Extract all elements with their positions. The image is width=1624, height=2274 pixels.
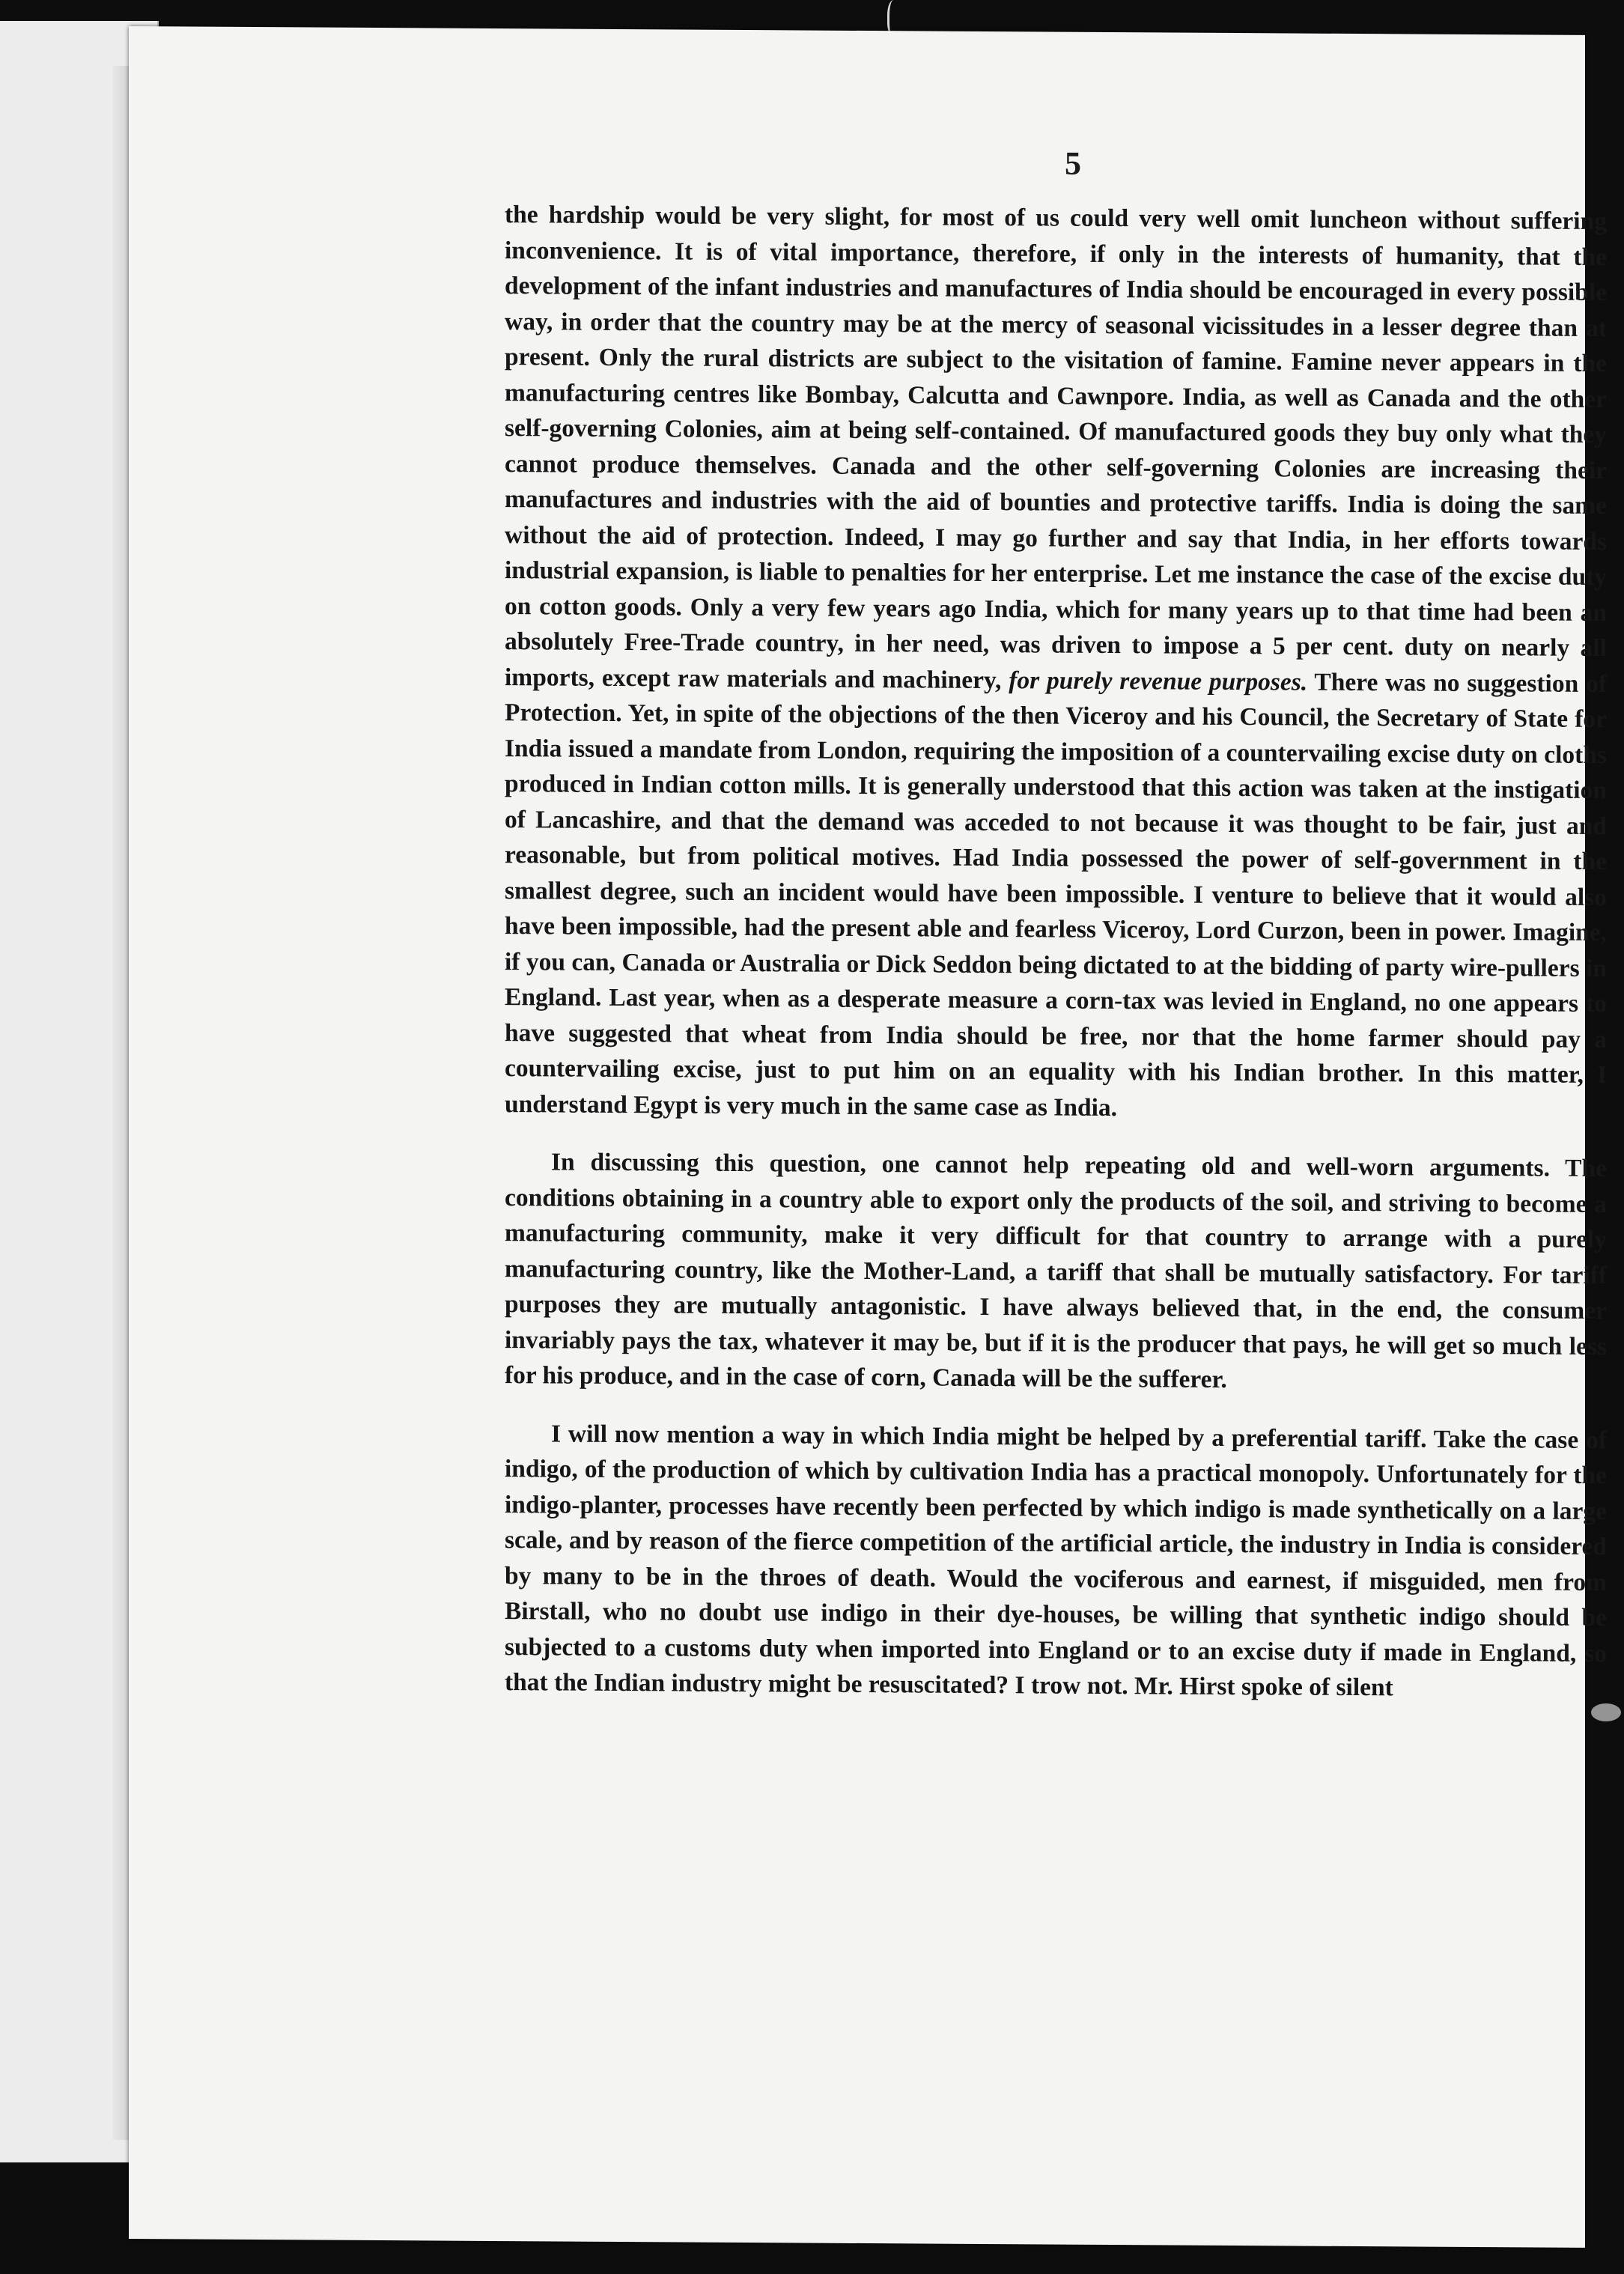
body-text [505,197,1607,1729]
paragraph-1-italic-phrase: for purely revenue purposes. [1009,666,1308,696]
paragraph-1 [505,197,1607,1128]
paragraph-1-text-a: the hardship would be very slight, for most of us could very well omit luncheon without suffering inconvenience. It is of vital importance, therefore, if only in the interests of humanity, that the development of the infant industries and manufactures of India should be encouraged in every possible way, in order that the country may be at the mercy of seasonal vicissitudes in a lesser degree than at present. Only the rural districts are subject to the visitation of famine. Famine never appears in the manufacturing centres like Bombay, Calcutta and Cawnpore. India, as well as Canada and the other self-governing Colonies, aim at being self-contained. Of manufactured goods they buy only what they cannot produce themselves. Canada and the other self-governing Colonies are increasing their manufactures and industries with the aid of bounties and protective tariffs. India is doing the same without the aid of protection. Indeed, I may go further and say that India, in her efforts towards industrial expansion, is liable to penalties for her enterprise. Let me instance the case of the excise duty on cotton goods. Only a very few years ago India, which for many years up to that time had been an absolutely Free-Trade country, in her need, was driven to impose a 5 per cent. duty on nearly all imports, except raw materials and machinery, [505,201,1607,694]
document-page [129,26,1607,2248]
paragraph-3: I will now mention a way in which India might be helped by a preferential tariff. Take the case of indigo, of the production of which by cultivation India has a practical monopoly. Unfortunately for the indigo-planter, processes have recently been perfected by which indigo is made synthetically on a large scale, and by reason of the fierce competition of the artificial article, the industry in India is considered by many to be in the throes of death. Would the vociferous and earnest, if misguided, men from Birstall, who no doubt use indigo in their dye-houses, be willing that synthetic indigo should be subjected to a customs duty when imported into England or to an excise duty if made in England, so that the Indian industry might be resuscitated? I trow not. Mr. Hirst spoke of silent [505,1419,1607,1702]
paragraph-2: In discussing this question, one cannot help repeating old and well-worn arguments. The conditions obtaining in a country able to export only the products of the soil, and striving to become a manufacturing community, make it very difficult for that country to arrange with a purely manufacturing country, like the Mother-Land, a tariff that shall be mutually satisfactory. For tariff purposes they are mutually antagonistic. I have always believed that, in the end, the consumer invariably pays the tax, whatever it may be, but if it is the producer that pays, he will get so much less for his produce, and in the case of corn, Canada will be the sufferer. [505,1148,1607,1393]
paragraph-1-text-b: There was no suggestion of Protection. Yet, in spite of the objections of the then Viceroy and his Council, the Secretary of State for India issued a mandate from London, requiring the imposition of a countervailing excise duty on cloths produced in Indian cotton mills. It is generally understood that this action was taken at the instigation of Lancashire, and that the demand was acceded to not because it was thought to be fair, just and reasonable, but from political motives. Had India possessed the power of self-government in the smallest degree, such an incident would have been impossible. I venture to believe that it would also have been impossible, had the present able and fearless Viceroy, Lord Curzon, been in power. Imagine, if you can, Canada or Australia or Dick Seddon being dictated to at the bidding of party wire-pullers in England. Last year, when as a desperate measure a corn-tax was levied in England, no one appears to have suggested that wheat from India should be free, nor that the home farmer should pay a countervailing excise, just to put him on an equality with his Indian brother. In this matter, I understand Egypt is very much in the same case as India. [505,668,1607,1122]
page-number: 5 [1065,145,1081,182]
